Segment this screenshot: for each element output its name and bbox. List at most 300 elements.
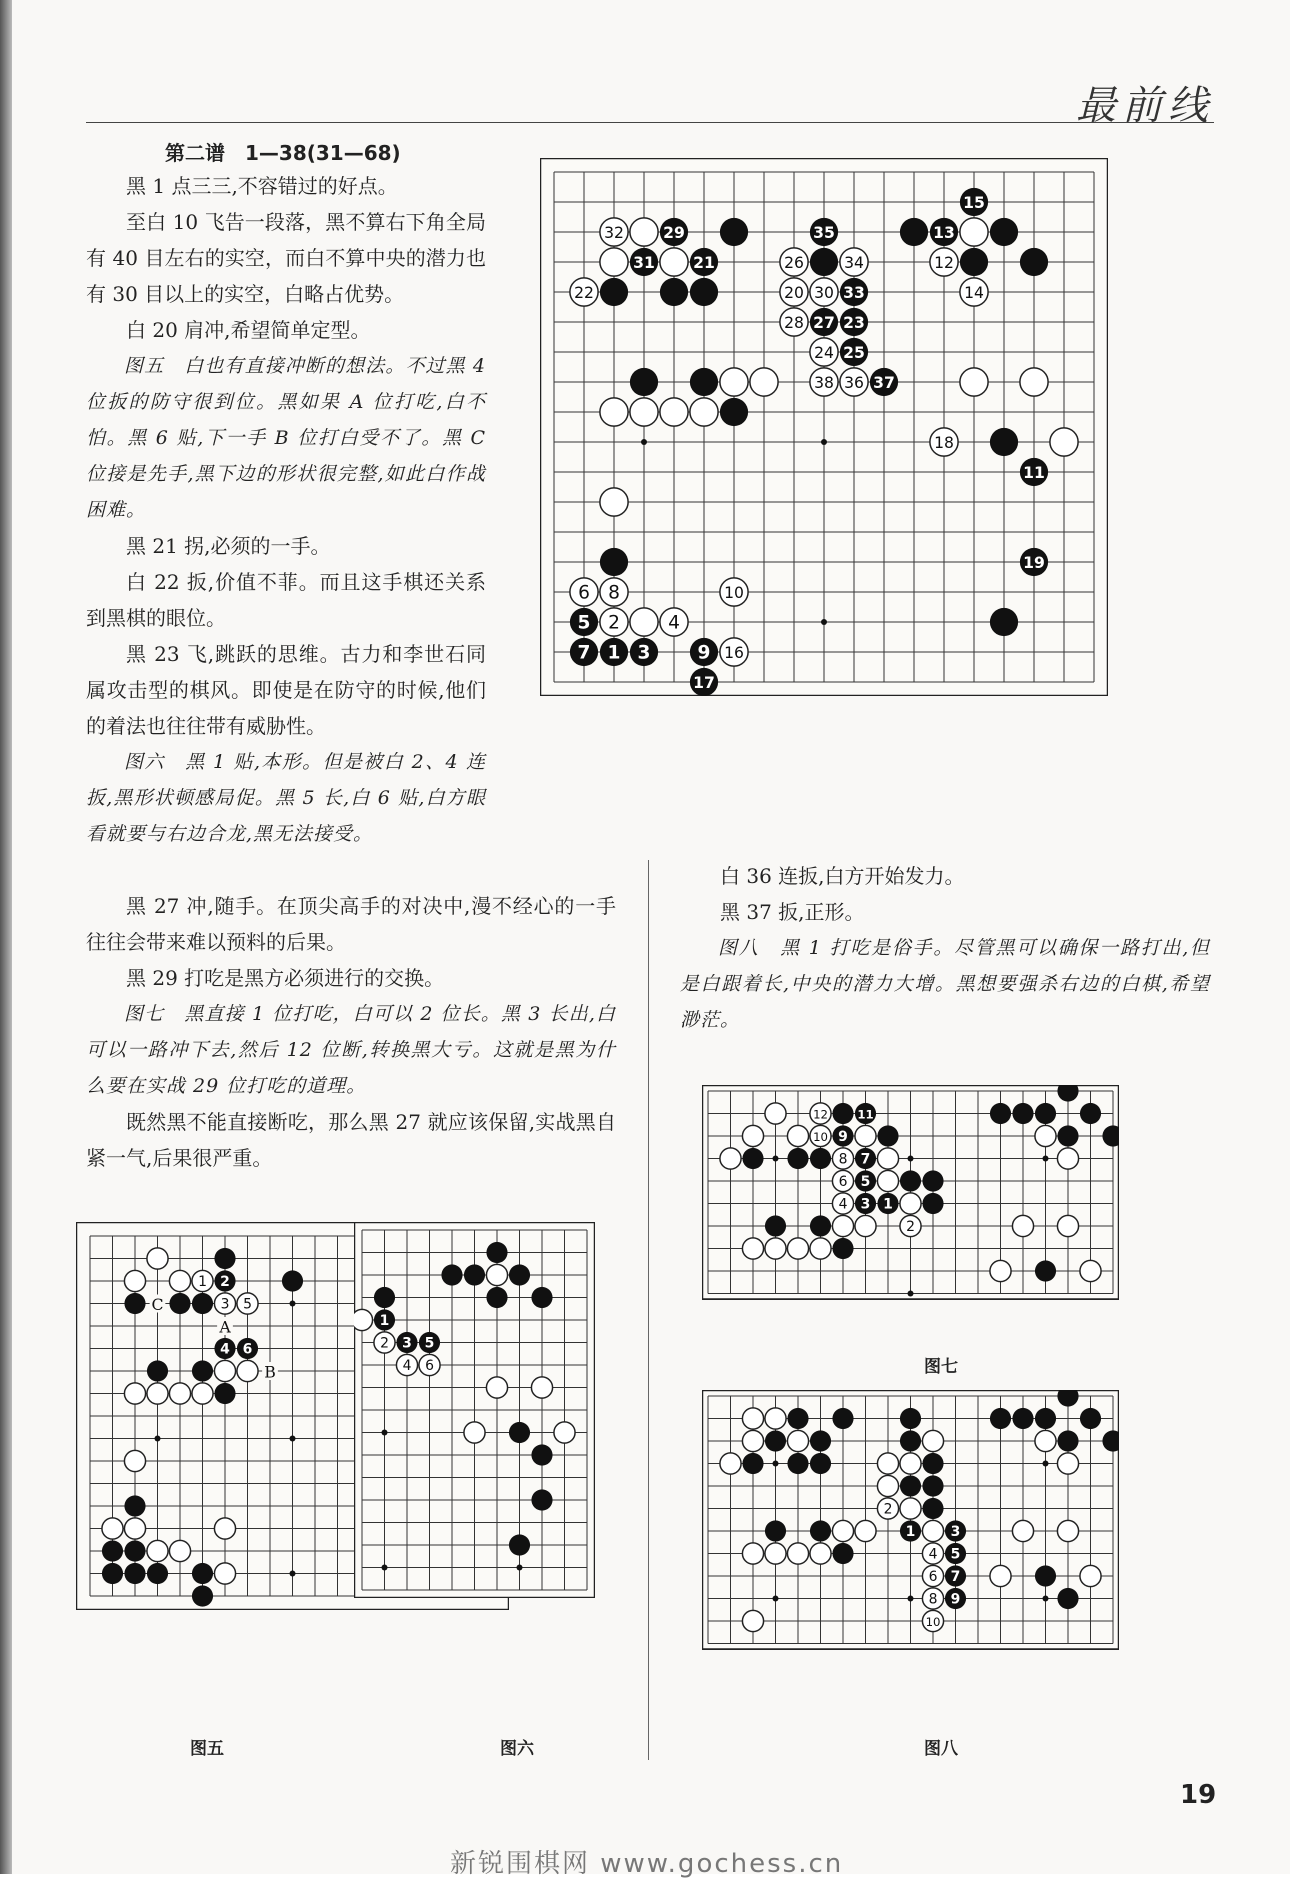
white-stone bbox=[660, 248, 688, 276]
move-number: 6 bbox=[578, 582, 590, 604]
paragraph: 图七 黑直接 1 位打吃，白可以 2 位长。黑 3 长出,白可以一路冲下去,然后 12 位断,转换黑大亏。这就是黑为什么要在实战 29 位打吃的道理。 bbox=[86, 1003, 616, 1097]
star-point bbox=[773, 1596, 779, 1602]
white-stone bbox=[840, 368, 868, 396]
main-game-board bbox=[540, 158, 1108, 696]
move-number: 3 bbox=[860, 1196, 871, 1213]
black-stone bbox=[374, 1309, 395, 1330]
move-number: 7 bbox=[577, 642, 591, 664]
move-number: 24 bbox=[814, 344, 834, 362]
black-stone bbox=[690, 668, 718, 696]
move-number: 9 bbox=[697, 642, 711, 664]
move-number: 10 bbox=[724, 584, 744, 602]
white-stone bbox=[922, 1543, 943, 1564]
white-stone bbox=[810, 1543, 831, 1564]
black-stone bbox=[1020, 248, 1048, 276]
move-number: 11 bbox=[1023, 464, 1045, 482]
white-stone bbox=[742, 1238, 763, 1259]
black-stone bbox=[922, 1193, 943, 1214]
move-number: 6 bbox=[242, 1341, 253, 1358]
black-stone bbox=[1020, 458, 1048, 486]
move-number: 18 bbox=[934, 434, 954, 452]
white-stone bbox=[832, 1170, 853, 1191]
move-number: 25 bbox=[843, 344, 865, 362]
move-number: 23 bbox=[843, 314, 865, 332]
white-stone bbox=[990, 1565, 1011, 1586]
move-number: 7 bbox=[950, 1569, 961, 1585]
white-stone bbox=[214, 1293, 235, 1314]
move-number: 6 bbox=[928, 1569, 938, 1585]
move-number: 38 bbox=[814, 374, 834, 392]
black-stone bbox=[570, 608, 598, 636]
white-stone bbox=[810, 368, 838, 396]
move-number: 1 bbox=[379, 1313, 390, 1329]
black-stone bbox=[900, 1475, 921, 1496]
white-stone bbox=[660, 398, 688, 426]
black-stone bbox=[214, 1338, 235, 1359]
move-number: 8 bbox=[838, 1151, 848, 1168]
star-point bbox=[155, 1436, 161, 1442]
white-stone bbox=[192, 1383, 213, 1404]
black-stone bbox=[192, 1360, 213, 1381]
star-point bbox=[773, 1156, 779, 1162]
star-point bbox=[821, 439, 827, 445]
black-stone bbox=[1020, 548, 1048, 576]
paragraph: 黑 29 打吃是黑方必须进行的交换。 bbox=[126, 966, 445, 990]
black-stone bbox=[570, 638, 598, 666]
star-point bbox=[290, 1436, 296, 1442]
star-point bbox=[908, 1291, 914, 1297]
white-stone bbox=[124, 1270, 145, 1291]
white-stone bbox=[720, 368, 748, 396]
white-stone bbox=[787, 1543, 808, 1564]
white-stone bbox=[214, 1518, 235, 1539]
black-stone bbox=[1057, 1125, 1078, 1146]
move-number: 36 bbox=[844, 374, 864, 392]
white-stone bbox=[855, 1215, 876, 1236]
white-stone bbox=[742, 1610, 763, 1631]
black-stone bbox=[870, 368, 898, 396]
white-stone bbox=[354, 1309, 373, 1330]
black-stone bbox=[810, 1453, 831, 1474]
star-point bbox=[1043, 1596, 1049, 1602]
white-stone bbox=[1012, 1520, 1033, 1541]
black-stone bbox=[690, 368, 718, 396]
white-stone bbox=[102, 1518, 123, 1539]
white-stone bbox=[1057, 1148, 1078, 1169]
page-number: 19 bbox=[1180, 1780, 1217, 1810]
white-stone bbox=[720, 1453, 741, 1474]
black-stone bbox=[396, 1332, 417, 1353]
white-stone bbox=[810, 1125, 831, 1146]
white-stone bbox=[720, 638, 748, 666]
white-stone bbox=[464, 1422, 485, 1443]
black-stone bbox=[877, 1125, 898, 1146]
black-stone bbox=[787, 1408, 808, 1429]
paragraph: 白 20 肩冲,希望简单定型。 bbox=[126, 318, 371, 342]
black-stone bbox=[832, 1238, 853, 1259]
white-stone bbox=[922, 1520, 943, 1541]
white-stone bbox=[780, 308, 808, 336]
white-stone bbox=[660, 608, 688, 636]
white-stone bbox=[147, 1540, 168, 1561]
white-stone bbox=[810, 1238, 831, 1259]
black-stone bbox=[531, 1489, 552, 1510]
diagram-6-board bbox=[354, 1222, 595, 1598]
black-stone bbox=[102, 1540, 123, 1561]
white-stone bbox=[169, 1383, 190, 1404]
move-number: 3 bbox=[402, 1335, 412, 1352]
black-stone bbox=[900, 1170, 921, 1191]
black-stone bbox=[990, 218, 1018, 246]
white-stone bbox=[600, 608, 628, 636]
move-number: 12 bbox=[934, 254, 954, 272]
move-number: 3 bbox=[950, 1524, 961, 1540]
move-number: 4 bbox=[402, 1358, 412, 1374]
move-number: 13 bbox=[933, 224, 955, 242]
white-stone bbox=[396, 1354, 417, 1375]
white-stone bbox=[900, 1498, 921, 1519]
move-number: 17 bbox=[693, 674, 715, 692]
black-stone bbox=[531, 1444, 552, 1465]
white-stone bbox=[930, 248, 958, 276]
move-number: 4 bbox=[668, 612, 680, 634]
white-stone bbox=[1050, 428, 1078, 456]
white-stone bbox=[810, 1103, 831, 1124]
move-number: 1 bbox=[607, 642, 621, 664]
white-stone bbox=[922, 1610, 943, 1631]
star-point bbox=[382, 1565, 388, 1571]
move-number: 10 bbox=[925, 1615, 941, 1629]
black-stone bbox=[214, 1248, 235, 1269]
white-stone bbox=[840, 248, 868, 276]
black-stone bbox=[441, 1264, 462, 1285]
black-stone bbox=[922, 1453, 943, 1474]
white-stone bbox=[1035, 1430, 1056, 1451]
black-stone bbox=[765, 1215, 786, 1236]
white-stone bbox=[900, 1215, 921, 1236]
white-stone bbox=[765, 1103, 786, 1124]
black-stone bbox=[742, 1148, 763, 1169]
move-number: 5 bbox=[950, 1546, 961, 1563]
move-number: 2 bbox=[608, 612, 620, 634]
white-stone bbox=[960, 278, 988, 306]
black-stone bbox=[840, 308, 868, 336]
black-stone bbox=[990, 608, 1018, 636]
black-stone bbox=[765, 1430, 786, 1451]
move-number: 1 bbox=[905, 1524, 916, 1540]
move-number: 33 bbox=[843, 284, 865, 302]
white-stone bbox=[877, 1475, 898, 1496]
move-number: 11 bbox=[857, 1107, 874, 1122]
move-number: 6 bbox=[838, 1174, 848, 1190]
diagram-8-board bbox=[702, 1390, 1119, 1650]
white-stone bbox=[1057, 1215, 1078, 1236]
move-number: 37 bbox=[873, 374, 895, 392]
move-number: 4 bbox=[838, 1196, 848, 1213]
black-stone bbox=[192, 1293, 213, 1314]
black-stone bbox=[630, 368, 658, 396]
move-number: 31 bbox=[633, 254, 655, 272]
black-stone bbox=[124, 1540, 145, 1561]
black-stone bbox=[832, 1543, 853, 1564]
black-stone bbox=[742, 1453, 763, 1474]
black-stone bbox=[810, 1430, 831, 1451]
book-spine-shadow bbox=[0, 0, 12, 1874]
white-stone bbox=[570, 278, 598, 306]
diagram-5-caption: 图五 bbox=[190, 1739, 224, 1759]
move-number: 5 bbox=[577, 612, 591, 634]
black-stone bbox=[990, 1408, 1011, 1429]
move-number: 2 bbox=[380, 1335, 389, 1352]
black-stone bbox=[990, 1103, 1011, 1124]
paragraph: 图六 黑 1 贴,本形。但是被白 2、4 连扳,黑形状顿感局促。黑 5 长,白 6 贴,白方眼看就要与右边合龙,黑无法接受。 bbox=[86, 751, 486, 845]
white-stone bbox=[930, 428, 958, 456]
white-stone bbox=[531, 1377, 552, 1398]
black-stone bbox=[1057, 1588, 1078, 1609]
move-number: 21 bbox=[693, 254, 715, 272]
black-stone bbox=[855, 1103, 876, 1124]
white-stone bbox=[630, 398, 658, 426]
star-point bbox=[290, 1571, 296, 1577]
paragraph: 黑 23 飞,跳跃的思维。古力和李世石同属攻击型的棋风。即使是在防守的时候,他们的着法也往往带有威胁性。 bbox=[86, 642, 486, 738]
move-number: 20 bbox=[784, 284, 804, 302]
black-stone bbox=[690, 278, 718, 306]
black-stone bbox=[1035, 1103, 1056, 1124]
paragraph: 白 36 连扳,白方开始发力。 bbox=[720, 864, 965, 888]
white-stone bbox=[877, 1170, 898, 1191]
black-stone bbox=[1035, 1408, 1056, 1429]
white-stone bbox=[1057, 1453, 1078, 1474]
black-stone bbox=[124, 1293, 145, 1314]
black-stone bbox=[147, 1360, 168, 1381]
left-column-text bbox=[86, 168, 486, 852]
black-stone bbox=[690, 248, 718, 276]
black-stone bbox=[945, 1520, 966, 1541]
move-number: 2 bbox=[883, 1501, 893, 1518]
black-stone bbox=[630, 638, 658, 666]
section-heading: 第二谱 1—38(31—68) bbox=[165, 141, 401, 165]
star-point bbox=[641, 439, 647, 445]
white-stone bbox=[832, 1193, 853, 1214]
column-divider bbox=[648, 860, 649, 1760]
paragraph: 图五 白也有直接冲断的想法。不过黑 4 位扳的防守很到位。黑如果 A 位打吃,白不怕。黑 6 贴,下一手 B 位打白受不了。黑 C 位接是先手,黑下边的形状很完整,如此白作战困难。 bbox=[86, 355, 486, 521]
move-number: 27 bbox=[813, 314, 835, 332]
move-number: 26 bbox=[784, 254, 804, 272]
white-stone bbox=[600, 398, 628, 426]
white-stone bbox=[600, 218, 628, 246]
move-number: 28 bbox=[784, 314, 804, 332]
star-point bbox=[773, 1461, 779, 1467]
white-stone bbox=[1020, 368, 1048, 396]
black-stone bbox=[660, 278, 688, 306]
star-point bbox=[517, 1565, 523, 1571]
star-point bbox=[821, 619, 827, 625]
white-stone bbox=[960, 368, 988, 396]
move-number: 14 bbox=[964, 284, 984, 302]
move-number: 29 bbox=[663, 224, 685, 242]
move-number: 1 bbox=[198, 1274, 207, 1290]
site-watermark: 新锐围棋网 www.gochess.cn bbox=[450, 1849, 844, 1879]
move-number: 5 bbox=[860, 1174, 871, 1190]
black-stone bbox=[787, 1453, 808, 1474]
move-number: 4 bbox=[220, 1341, 230, 1358]
white-stone bbox=[765, 1408, 786, 1429]
move-number: 35 bbox=[813, 224, 835, 242]
white-stone bbox=[832, 1148, 853, 1169]
white-stone bbox=[742, 1430, 763, 1451]
white-stone bbox=[600, 248, 628, 276]
white-stone bbox=[1012, 1215, 1033, 1236]
white-stone bbox=[855, 1520, 876, 1541]
black-stone bbox=[282, 1270, 303, 1291]
move-number: 2 bbox=[220, 1274, 230, 1290]
white-stone bbox=[877, 1453, 898, 1474]
black-stone bbox=[720, 218, 748, 246]
paragraph: 图八 黑 1 打吃是俗手。尽管黑可以确保一路打出,但是白跟着长,中央的潜力大增。黑想要强杀右边的白棋,希望渺茫。 bbox=[680, 937, 1210, 1031]
move-number: 30 bbox=[814, 284, 834, 302]
black-stone bbox=[486, 1287, 507, 1308]
black-stone bbox=[690, 638, 718, 666]
white-stone bbox=[690, 398, 718, 426]
white-stone bbox=[214, 1563, 235, 1584]
black-stone bbox=[900, 1520, 921, 1541]
black-stone bbox=[855, 1170, 876, 1191]
black-stone bbox=[1012, 1408, 1033, 1429]
white-stone bbox=[169, 1540, 190, 1561]
black-stone bbox=[630, 248, 658, 276]
black-stone bbox=[832, 1103, 853, 1124]
white-stone bbox=[900, 1453, 921, 1474]
point-label: C bbox=[151, 1295, 164, 1314]
white-stone bbox=[419, 1354, 440, 1375]
white-stone bbox=[787, 1125, 808, 1146]
white-stone bbox=[990, 1260, 1011, 1281]
header-rule bbox=[86, 122, 1214, 123]
black-stone bbox=[810, 1148, 831, 1169]
star-point bbox=[908, 1156, 914, 1162]
white-stone bbox=[742, 1125, 763, 1146]
paragraph: 白 22 扳,价值不菲。而且这手棋还关系到黑棋的眼位。 bbox=[86, 570, 486, 630]
black-stone bbox=[486, 1242, 507, 1263]
diagram-7-board bbox=[702, 1085, 1119, 1300]
white-stone bbox=[374, 1332, 395, 1353]
white-stone bbox=[124, 1450, 145, 1471]
black-stone bbox=[765, 1520, 786, 1541]
black-stone bbox=[720, 398, 748, 426]
paragraph: 黑 37 扳,正形。 bbox=[720, 900, 865, 924]
white-stone bbox=[750, 368, 778, 396]
white-stone bbox=[1080, 1260, 1101, 1281]
white-stone bbox=[877, 1148, 898, 1169]
black-stone bbox=[960, 248, 988, 276]
black-stone bbox=[1080, 1408, 1101, 1429]
white-stone bbox=[922, 1588, 943, 1609]
move-number: 1 bbox=[883, 1196, 893, 1213]
black-stone bbox=[960, 188, 988, 216]
black-stone bbox=[102, 1563, 123, 1584]
black-stone bbox=[419, 1332, 440, 1353]
paragraph: 黑 1 点三三,不容错过的好点。 bbox=[126, 174, 398, 198]
white-stone bbox=[1080, 1565, 1101, 1586]
move-number: 4 bbox=[928, 1546, 938, 1563]
black-stone bbox=[990, 428, 1018, 456]
black-stone bbox=[922, 1170, 943, 1191]
white-stone bbox=[192, 1270, 213, 1291]
white-stone bbox=[720, 1148, 741, 1169]
fig7-svg bbox=[702, 1085, 1119, 1300]
black-stone bbox=[1057, 1430, 1078, 1451]
white-stone bbox=[554, 1422, 575, 1443]
star-point bbox=[1043, 1156, 1049, 1162]
white-stone bbox=[780, 248, 808, 276]
black-stone bbox=[214, 1270, 235, 1291]
black-stone bbox=[945, 1543, 966, 1564]
black-stone bbox=[192, 1563, 213, 1584]
move-number: 5 bbox=[424, 1335, 435, 1352]
white-stone bbox=[922, 1430, 943, 1451]
move-number: 6 bbox=[425, 1358, 434, 1374]
white-stone bbox=[486, 1264, 507, 1285]
move-number: 3 bbox=[637, 642, 651, 664]
black-stone bbox=[1080, 1103, 1101, 1124]
black-stone bbox=[840, 338, 868, 366]
white-stone bbox=[1057, 1520, 1078, 1541]
black-stone bbox=[124, 1563, 145, 1584]
header-brand: 最前线 bbox=[1076, 83, 1214, 129]
move-number: 12 bbox=[813, 1107, 828, 1122]
star-point bbox=[382, 1430, 388, 1436]
black-stone bbox=[509, 1534, 530, 1555]
star-point bbox=[908, 1596, 914, 1602]
paragraph: 至白 10 飞告一段落，黑不算右下角全局有 40 目左右的实空，而白不算中央的潜力也有 30 目以上的实空，白略占优势。 bbox=[86, 210, 486, 306]
paragraph: 黑 27 冲,随手。在顶尖高手的对决中,漫不经心的一手往往会带来难以预料的后果。 bbox=[86, 894, 616, 954]
black-stone bbox=[147, 1563, 168, 1584]
white-stone bbox=[832, 1215, 853, 1236]
move-number: 22 bbox=[574, 284, 594, 302]
white-stone bbox=[147, 1383, 168, 1404]
white-stone bbox=[787, 1238, 808, 1259]
white-stone bbox=[900, 1193, 921, 1214]
move-number: 34 bbox=[844, 254, 864, 272]
white-stone bbox=[787, 1430, 808, 1451]
fig6-svg bbox=[354, 1222, 595, 1598]
white-stone bbox=[810, 278, 838, 306]
black-stone bbox=[600, 278, 628, 306]
black-stone bbox=[531, 1287, 552, 1308]
move-number: 19 bbox=[1023, 554, 1045, 572]
white-stone bbox=[765, 1238, 786, 1259]
black-stone bbox=[930, 218, 958, 246]
move-number: 2 bbox=[906, 1219, 915, 1235]
white-stone bbox=[600, 488, 628, 516]
white-stone bbox=[214, 1360, 235, 1381]
black-stone bbox=[922, 1498, 943, 1519]
white-stone bbox=[765, 1543, 786, 1564]
white-stone bbox=[630, 608, 658, 636]
black-stone bbox=[509, 1264, 530, 1285]
black-stone bbox=[922, 1475, 943, 1496]
black-stone bbox=[855, 1148, 876, 1169]
black-stone bbox=[192, 1585, 213, 1606]
black-stone bbox=[169, 1293, 190, 1314]
black-stone bbox=[840, 278, 868, 306]
black-stone bbox=[787, 1148, 808, 1169]
black-stone bbox=[1035, 1565, 1056, 1586]
black-stone bbox=[1012, 1103, 1033, 1124]
diagram-8-caption: 图八 bbox=[924, 1739, 958, 1759]
black-stone bbox=[214, 1383, 235, 1404]
move-number: 9 bbox=[838, 1129, 848, 1145]
